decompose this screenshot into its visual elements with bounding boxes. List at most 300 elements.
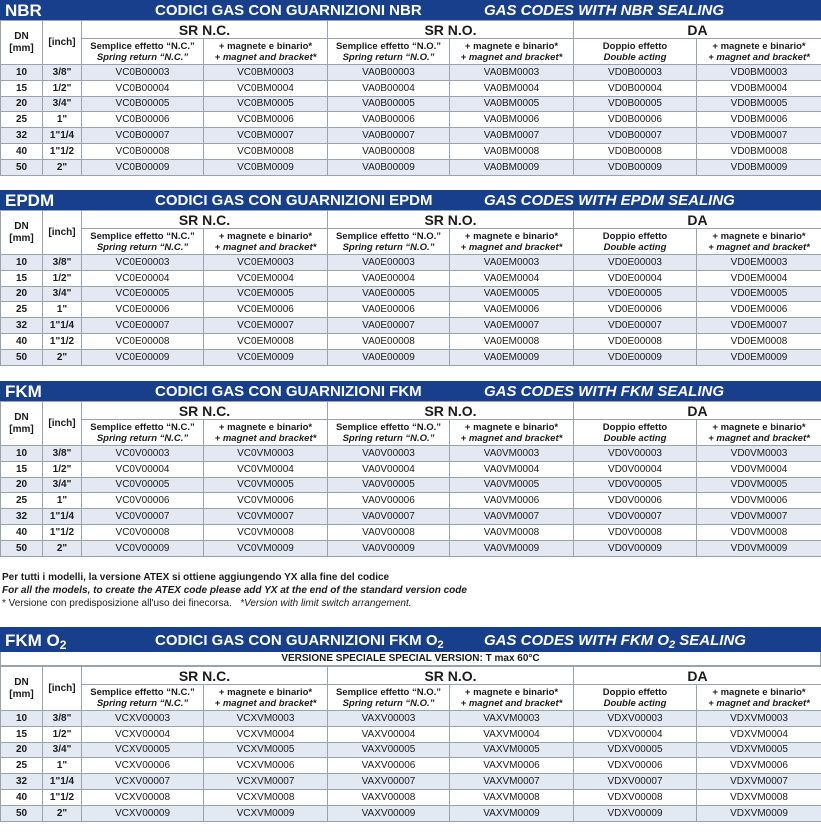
- inch-header: [inch]: [43, 21, 82, 65]
- inch-cell: 1/2": [43, 270, 82, 286]
- code-cell: VD0B00009: [574, 159, 697, 175]
- sub-magnet-da: [697, 420, 821, 446]
- seal-code: [5, 631, 66, 652]
- code-cell: VA0VM0009: [450, 540, 574, 556]
- code-cell: VCXV00009: [82, 805, 204, 821]
- code-cell: VA0E00006: [328, 302, 450, 318]
- code-cell: VD0VM0004: [697, 461, 821, 477]
- code-cell: VC0B00009: [82, 159, 204, 175]
- sub-doppio-it: Doppio effetto: [602, 40, 668, 52]
- table-row: [1, 524, 821, 540]
- sub-semplice-nc: [82, 685, 204, 711]
- code-cell: VA0BM0006: [450, 112, 574, 128]
- code-cell: VA0E00008: [328, 333, 450, 349]
- dn-header: [1, 402, 43, 446]
- code-cell: VD0VM0003: [697, 446, 821, 462]
- sub-semplice-no-en: Spring return “N.O.”: [342, 241, 435, 253]
- code-cell: VA0B00008: [328, 143, 450, 159]
- codes-table: [0, 666, 821, 822]
- sub-magnet-nc: [204, 420, 328, 446]
- sub-magnet-da-it: + magnete e binario*: [712, 230, 806, 242]
- inch-cell: 3/8": [43, 446, 82, 462]
- sub-semplice-no: [328, 39, 450, 65]
- inch-cell: 3/8": [43, 65, 82, 81]
- code-cell: VC0V00007: [82, 509, 204, 525]
- code-cell: VC0EM0007: [204, 318, 328, 334]
- code-cell: VA0BM0004: [450, 80, 574, 96]
- section-title-bar: [0, 381, 821, 401]
- code-cell: VD0VM0009: [697, 540, 821, 556]
- dn-cell: 40: [1, 333, 43, 349]
- code-cell: VC0VM0005: [204, 477, 328, 493]
- code-cell: VC0V00003: [82, 446, 204, 462]
- section-fkm: [0, 381, 821, 557]
- inch-cell: 1"1/4: [43, 128, 82, 144]
- inch-cell: 1"1/4: [43, 774, 82, 790]
- code-cell: VD0E00007: [574, 318, 697, 334]
- table-row: [1, 96, 821, 112]
- dn-cell: 25: [1, 302, 43, 318]
- title-en-label: [484, 632, 746, 649]
- special-version-note: VERSIONE SPECIALE SPECIAL VERSION: T max 60°C: [0, 652, 821, 666]
- code-cell: VD0V00009: [574, 540, 697, 556]
- code-cell: VD0BM0005: [697, 96, 821, 112]
- code-cell: VD0E00005: [574, 286, 697, 302]
- code-cell: VDXV00006: [574, 758, 697, 774]
- code-cell: VCXVM0009: [204, 805, 328, 821]
- code-cell: VDXVM0007: [697, 774, 821, 790]
- dn-header: [1, 667, 43, 711]
- code-cell: VA0EM0005: [450, 286, 574, 302]
- group-da: DA: [574, 211, 821, 229]
- title-it: [155, 632, 444, 651]
- code-cell: VD0EM0006: [697, 302, 821, 318]
- code-cell: VA0B00007: [328, 128, 450, 144]
- sub-magnet-nc-it: + magnete e binario*: [218, 421, 313, 433]
- sub-magnet-da-it: + magnete e binario*: [712, 686, 806, 698]
- code-cell: VD0B00007: [574, 128, 697, 144]
- code-cell: VA0E00004: [328, 270, 450, 286]
- title-en-label: [484, 383, 724, 400]
- sub-semplice-nc-it: Semplice effetto “N.C.”: [90, 230, 195, 242]
- title-en: [484, 383, 724, 400]
- dn-cell: 40: [1, 789, 43, 805]
- sub-doppio-en: Double acting: [603, 241, 667, 253]
- inch-cell: 3/8": [43, 711, 82, 727]
- dn-label: DN: [14, 411, 29, 423]
- title-en: [484, 192, 735, 209]
- title-en-label: [484, 192, 735, 209]
- group-sr-nc: SR N.C.: [82, 402, 328, 420]
- dn-cell: 32: [1, 509, 43, 525]
- dn-cell: 40: [1, 524, 43, 540]
- sub-semplice-nc-en: Spring return “N.C.”: [96, 697, 189, 709]
- sub-semplice-no-en: Spring return “N.O.”: [342, 432, 435, 444]
- code-cell: VAXV00003: [328, 711, 450, 727]
- code-cell: VDXV00007: [574, 774, 697, 790]
- table-row: [1, 758, 821, 774]
- dn-cell: 20: [1, 96, 43, 112]
- code-cell: VA0EM0003: [450, 255, 574, 271]
- code-cell: VC0BM0006: [204, 112, 328, 128]
- sub-magnet-da: [697, 229, 821, 255]
- sub-magnet-no-en: + magnet and bracket*: [460, 51, 563, 63]
- code-cell: VA0VM0008: [450, 524, 574, 540]
- table-row: [1, 65, 821, 81]
- dn-label: DN: [14, 676, 29, 688]
- code-cell: VCXVM0004: [204, 726, 328, 742]
- table-row: [1, 349, 821, 365]
- code-cell: VA0V00009: [328, 540, 450, 556]
- code-cell: VD0B00005: [574, 96, 697, 112]
- sub-doppio-it: Doppio effetto: [602, 686, 668, 698]
- inch-cell: 1"1/2: [43, 524, 82, 540]
- limit-switch-note-en: *Version with limit switch arrangement.: [240, 598, 412, 609]
- code-cell: VC0E00008: [82, 333, 204, 349]
- code-cell: VDXV00008: [574, 789, 697, 805]
- inch-cell: 3/4": [43, 477, 82, 493]
- title-it: [155, 383, 422, 400]
- code-cell: VD0V00005: [574, 477, 697, 493]
- sub-semplice-no: [328, 685, 450, 711]
- codes-table: [0, 210, 821, 366]
- sub-magnet-no: [450, 229, 574, 255]
- table-row: [1, 493, 821, 509]
- sub-magnet-no-it: + magnete e binario*: [464, 40, 559, 52]
- code-cell: VCXVM0007: [204, 774, 328, 790]
- code-cell: VD0EM0007: [697, 318, 821, 334]
- sub-magnet-da-en: + magnet and bracket*: [708, 697, 810, 709]
- code-cell: VD0E00009: [574, 349, 697, 365]
- table-row: [1, 789, 821, 805]
- group-sr-nc: SR N.C.: [82, 21, 328, 39]
- title-en-label-text: GAS CODES WITH EPDM SEALING: [484, 192, 735, 209]
- dn-label: DN: [14, 30, 29, 42]
- table-row: [1, 318, 821, 334]
- sub-doppio-en: Double acting: [603, 432, 667, 444]
- inch-cell: 3/4": [43, 286, 82, 302]
- sub-doppio-it: Doppio effetto: [602, 421, 668, 433]
- seal-code: [5, 191, 54, 211]
- code-cell: VDXVM0009: [697, 805, 821, 821]
- code-cell: VC0E00004: [82, 270, 204, 286]
- code-cell: VCXV00007: [82, 774, 204, 790]
- inch-cell: 2": [43, 349, 82, 365]
- dn-cell: 20: [1, 742, 43, 758]
- code-cell: VD0VM0007: [697, 509, 821, 525]
- seal-code-label-text: EPDM: [5, 191, 55, 210]
- code-cell: VC0BM0007: [204, 128, 328, 144]
- code-cell: VC0EM0009: [204, 349, 328, 365]
- codes-table: [0, 401, 821, 557]
- title-it-label: [155, 383, 422, 400]
- sub-semplice-no-it: Semplice effetto “N.O.”: [335, 230, 442, 242]
- table-row: [1, 805, 821, 821]
- sub-magnet-no-it: + magnete e binario*: [464, 686, 559, 698]
- code-cell: VD0VM0005: [697, 477, 821, 493]
- code-cell: VA0VM0006: [450, 493, 574, 509]
- section-title-bar: [0, 627, 821, 652]
- inch-cell: 1": [43, 758, 82, 774]
- seal-code-label: [5, 382, 42, 401]
- title-it-label-text: CODICI GAS CON GUARNIZIONI NBR: [155, 2, 422, 19]
- code-cell: VDXV00004: [574, 726, 697, 742]
- code-cell: VC0B00005: [82, 96, 204, 112]
- group-sr-no: SR N.O.: [328, 402, 574, 420]
- sub-magnet-da-en: + magnet and bracket*: [708, 432, 810, 444]
- dn-cell: 50: [1, 159, 43, 175]
- code-cell: VAXVM0006: [450, 758, 574, 774]
- sub-magnet-nc-en: + magnet and bracket*: [214, 51, 317, 63]
- mm-label: [mm]: [9, 42, 34, 54]
- code-cell: VC0B00007: [82, 128, 204, 144]
- inch-cell: 1"1/2: [43, 789, 82, 805]
- code-cell: VA0B00003: [328, 65, 450, 81]
- table-row: [1, 742, 821, 758]
- code-cell: VAXVM0003: [450, 711, 574, 727]
- table-row: [1, 461, 821, 477]
- title-en-label: [484, 2, 724, 19]
- table-row: [1, 711, 821, 727]
- code-cell: VA0BM0007: [450, 128, 574, 144]
- sub-doppio-it: Doppio effetto: [602, 230, 668, 242]
- code-cell: VD0VM0006: [697, 493, 821, 509]
- code-cell: VA0EM0008: [450, 333, 574, 349]
- code-cell: VC0EM0004: [204, 270, 328, 286]
- limit-switch-note: [2, 597, 821, 610]
- inch-cell: 2": [43, 805, 82, 821]
- code-cell: VD0E00008: [574, 333, 697, 349]
- section-title-bar: [0, 190, 821, 210]
- group-sr-nc: SR N.C.: [82, 667, 328, 685]
- mm-label: [mm]: [9, 232, 34, 244]
- code-cell: VAXV00007: [328, 774, 450, 790]
- sub-magnet-no-en: + magnet and bracket*: [460, 697, 563, 709]
- sub-magnet-nc: [204, 685, 328, 711]
- code-cell: VD0E00003: [574, 255, 697, 271]
- code-cell: VA0BM0009: [450, 159, 574, 175]
- code-cell: VA0BM0008: [450, 143, 574, 159]
- code-cell: VC0E00005: [82, 286, 204, 302]
- code-cell: VD0V00004: [574, 461, 697, 477]
- sub-magnet-da-en: + magnet and bracket*: [708, 241, 810, 253]
- code-cell: VD0BM0008: [697, 143, 821, 159]
- sub-magnet-da: [697, 39, 821, 65]
- code-cell: VAXV00004: [328, 726, 450, 742]
- code-cell: VAXVM0008: [450, 789, 574, 805]
- code-cell: VC0VM0006: [204, 493, 328, 509]
- sub-magnet-nc-it: + magnete e binario*: [218, 686, 313, 698]
- code-cell: VD0BM0006: [697, 112, 821, 128]
- dn-cell: 20: [1, 477, 43, 493]
- mm-label: [mm]: [9, 423, 34, 435]
- inch-cell: 1"1/2: [43, 143, 82, 159]
- title-en-label-text: GAS CODES WITH FKM O: [484, 632, 669, 649]
- code-cell: VD0VM0008: [697, 524, 821, 540]
- code-cell: VA0BM0005: [450, 96, 574, 112]
- sub-magnet-da-it: + magnete e binario*: [712, 40, 806, 52]
- code-cell: VD0V00003: [574, 446, 697, 462]
- code-cell: VDXVM0006: [697, 758, 821, 774]
- code-cell: VDXVM0008: [697, 789, 821, 805]
- code-cell: VA0V00006: [328, 493, 450, 509]
- table-row: [1, 333, 821, 349]
- table-row: [1, 255, 821, 271]
- code-cell: VA0B00005: [328, 96, 450, 112]
- code-cell: VCXV00003: [82, 711, 204, 727]
- inch-cell: 2": [43, 159, 82, 175]
- code-cell: VA0EM0006: [450, 302, 574, 318]
- code-cell: VA0V00004: [328, 461, 450, 477]
- sub-semplice-nc-it: Semplice effetto “N.C.”: [90, 686, 195, 698]
- dn-cell: 10: [1, 65, 43, 81]
- code-cell: VD0EM0008: [697, 333, 821, 349]
- dn-cell: 50: [1, 349, 43, 365]
- dn-cell: 10: [1, 446, 43, 462]
- code-cell: VC0EM0006: [204, 302, 328, 318]
- group-sr-nc: SR N.C.: [82, 211, 328, 229]
- title-en: [484, 632, 746, 651]
- sub-semplice-nc: [82, 229, 204, 255]
- code-cell: VDXV00005: [574, 742, 697, 758]
- sub-magnet-nc-it: + magnete e binario*: [218, 40, 313, 52]
- code-cell: VAXV00006: [328, 758, 450, 774]
- sub-semplice-no-it: Semplice effetto “N.O.”: [335, 421, 442, 433]
- code-cell: VAXVM0004: [450, 726, 574, 742]
- dn-cell: 15: [1, 461, 43, 477]
- sub-semplice-no-en: Spring return “N.O.”: [342, 51, 435, 63]
- code-cell: VC0BM0008: [204, 143, 328, 159]
- sub-magnet-nc-en: + magnet and bracket*: [214, 432, 317, 444]
- sub-magnet-nc-it: + magnete e binario*: [218, 230, 313, 242]
- code-cell: VA0VM0007: [450, 509, 574, 525]
- sub-magnet-no: [450, 39, 574, 65]
- sub-doppio-en: Double acting: [603, 697, 667, 709]
- code-cell: VA0B00009: [328, 159, 450, 175]
- code-cell: VDXVM0003: [697, 711, 821, 727]
- table-row: [1, 270, 821, 286]
- code-cell: VC0VM0009: [204, 540, 328, 556]
- code-cell: VA0EM0009: [450, 349, 574, 365]
- seal-code-label-text: NBR: [5, 1, 42, 20]
- title-it-label-text: CODICI GAS CON GUARNIZIONI FKM O: [155, 632, 438, 649]
- seal-code-label-text: FKM O: [5, 631, 60, 650]
- code-cell: VC0BM0004: [204, 80, 328, 96]
- section-fkm-o2: [0, 627, 821, 822]
- title-it-label-subscript: 2: [437, 639, 444, 651]
- title-en-label-text: GAS CODES WITH NBR SEALING: [484, 2, 725, 19]
- sub-semplice-no-en: Spring return “N.O.”: [342, 697, 435, 709]
- inch-cell: 3/4": [43, 96, 82, 112]
- code-cell: VC0EM0005: [204, 286, 328, 302]
- dn-cell: 10: [1, 711, 43, 727]
- table-row: [1, 540, 821, 556]
- code-cell: VA0B00006: [328, 112, 450, 128]
- inch-cell: 1": [43, 112, 82, 128]
- code-cell: VAXV00008: [328, 789, 450, 805]
- group-da: DA: [574, 667, 821, 685]
- sub-magnet-nc-en: + magnet and bracket*: [214, 241, 317, 253]
- sub-magnet-no-it: + magnete e binario*: [464, 230, 559, 242]
- table-row: [1, 302, 821, 318]
- code-cell: VDXVM0005: [697, 742, 821, 758]
- limit-switch-note-it: * Versione con predisposizione all'uso dei finecorsa.: [2, 598, 232, 609]
- table-row: [1, 726, 821, 742]
- sub-semplice-nc-it: Semplice effetto “N.C.”: [90, 421, 195, 433]
- sub-magnet-nc-en: + magnet and bracket*: [214, 697, 317, 709]
- inch-cell: 3/4": [43, 742, 82, 758]
- table-row: [1, 143, 821, 159]
- inch-header: [inch]: [43, 402, 82, 446]
- table-row: [1, 509, 821, 525]
- code-cell: VCXV00008: [82, 789, 204, 805]
- code-cell: VC0B00004: [82, 80, 204, 96]
- group-sr-no: SR N.O.: [328, 21, 574, 39]
- code-cell: VA0BM0003: [450, 65, 574, 81]
- code-cell: VA0V00003: [328, 446, 450, 462]
- code-cell: VC0E00007: [82, 318, 204, 334]
- dn-cell: 32: [1, 774, 43, 790]
- dn-cell: 40: [1, 143, 43, 159]
- code-cell: VC0B00008: [82, 143, 204, 159]
- code-cell: VA0V00005: [328, 477, 450, 493]
- mm-label: [mm]: [9, 688, 34, 700]
- code-cell: VC0EM0003: [204, 255, 328, 271]
- code-cell: VAXVM0009: [450, 805, 574, 821]
- inch-cell: 2": [43, 540, 82, 556]
- seal-code-label: [5, 1, 42, 20]
- sub-magnet-da-en: + magnet and bracket*: [708, 51, 810, 63]
- code-cell: VC0VM0003: [204, 446, 328, 462]
- inch-cell: 1"1/2: [43, 333, 82, 349]
- title-en-label-subscript: 2: [669, 639, 676, 651]
- inch-cell: 1/2": [43, 726, 82, 742]
- code-cell: VC0E00003: [82, 255, 204, 271]
- code-cell: VAXV00009: [328, 805, 450, 821]
- sub-doppio: [574, 39, 697, 65]
- title-it: [155, 2, 422, 19]
- dn-header: [1, 21, 43, 65]
- inch-cell: 1/2": [43, 461, 82, 477]
- inch-header: [inch]: [43, 211, 82, 255]
- code-cell: VAXV00005: [328, 742, 450, 758]
- code-cell: VA0VM0004: [450, 461, 574, 477]
- code-cell: VCXV00005: [82, 742, 204, 758]
- group-da: DA: [574, 402, 821, 420]
- dn-cell: 25: [1, 758, 43, 774]
- code-cell: VD0EM0003: [697, 255, 821, 271]
- title-en-label-tail: SEALING: [675, 632, 746, 649]
- dn-cell: 50: [1, 540, 43, 556]
- code-cell: VD0BM0003: [697, 65, 821, 81]
- sub-magnet-nc: [204, 229, 328, 255]
- dn-cell: 50: [1, 805, 43, 821]
- code-cell: VD0B00006: [574, 112, 697, 128]
- inch-cell: 1"1/4: [43, 318, 82, 334]
- sub-semplice-nc-en: Spring return “N.C.”: [96, 241, 189, 253]
- code-cell: VCXVM0005: [204, 742, 328, 758]
- table-row: [1, 477, 821, 493]
- sub-semplice-no-it: Semplice effetto “N.O.”: [335, 686, 442, 698]
- inch-cell: 1/2": [43, 80, 82, 96]
- seal-code-label-text: FKM: [5, 382, 42, 401]
- table-row: [1, 112, 821, 128]
- inch-cell: 1": [43, 493, 82, 509]
- code-cell: VD0V00008: [574, 524, 697, 540]
- codes-table: [0, 20, 821, 176]
- title-it-label: [155, 2, 422, 19]
- seal-code: [5, 1, 42, 21]
